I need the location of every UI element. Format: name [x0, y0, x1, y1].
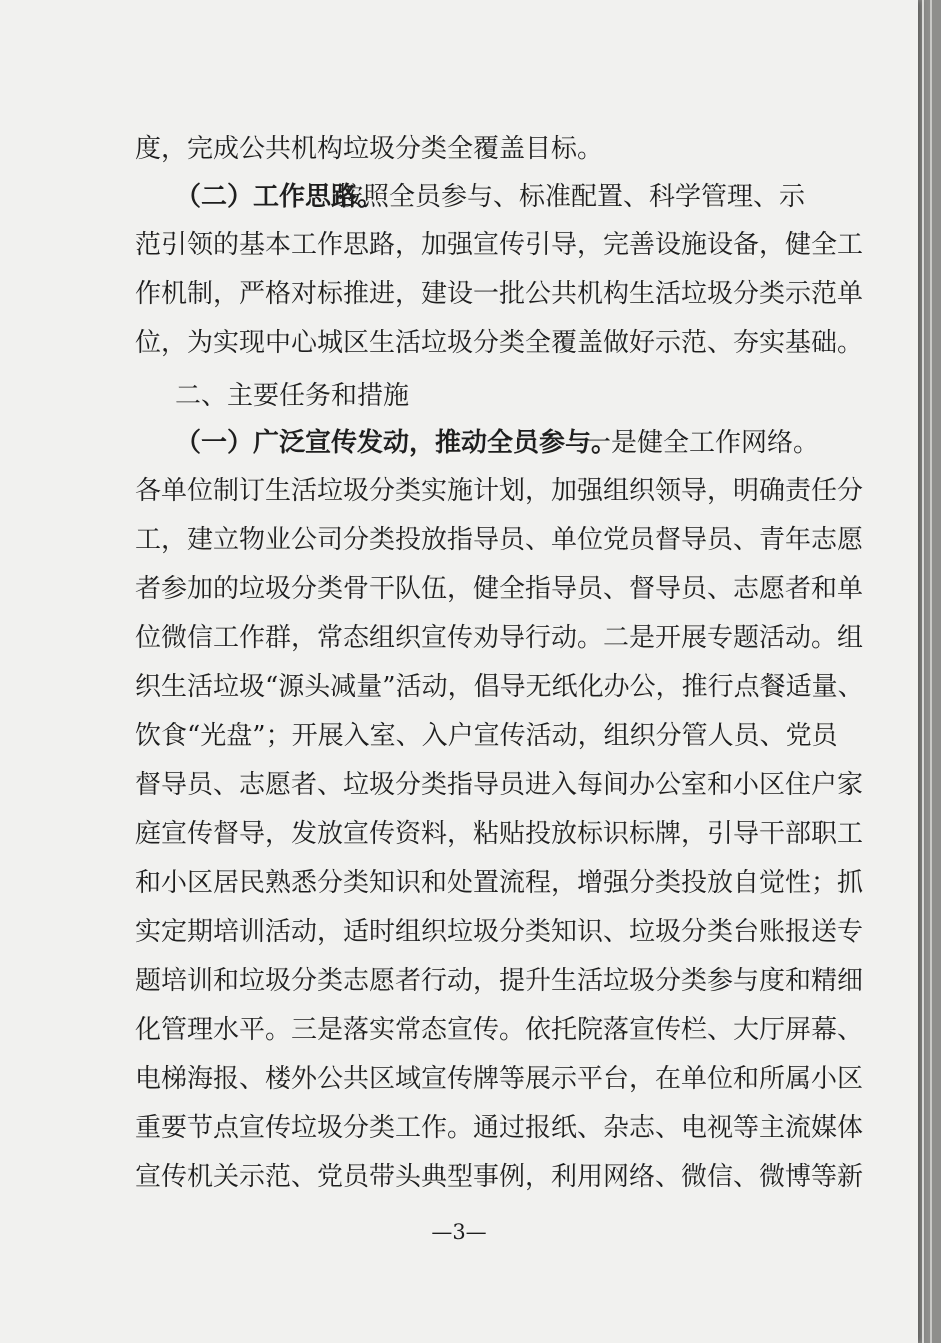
- body-text: 题培训和垃圾分类志愿者行动，提升生活垃圾分类参与度和精细: [135, 966, 864, 996]
- body-text: 一是健全工作网络。: [585, 428, 820, 458]
- subheading-work-approach: （二）工作思路。: [175, 182, 384, 212]
- body-text: 范引领的基本工作思路，加强宣传引导，完善设施设备，健全工: [135, 230, 864, 260]
- body-text: 作机制，严格对标推进，建设一批公共机构生活垃圾分类示范单: [135, 279, 864, 309]
- body-text: 实定期培训活动，适时组织垃圾分类知识、垃圾分类台账报送专: [135, 917, 864, 947]
- body-text: 宣传机关示范、党员带头典型事例，利用网络、微信、微博等新: [135, 1162, 864, 1192]
- body-text: 电梯海报、楼外公共区域宣传牌等展示平台，在单位和所属小区: [135, 1064, 864, 1094]
- section-heading: 二、主要任务和措施: [175, 381, 410, 411]
- body-text: 饮食“光盘”；开展入室、入户宣传活动，组织分管人员、党员: [135, 721, 838, 751]
- body-text: 化管理水平。三是落实常态宣传。依托院落宣传栏、大厅屏幕、: [135, 1015, 864, 1045]
- page-edge: [930, 0, 932, 1343]
- body-text: 者参加的垃圾分类骨干队伍，健全指导员、督导员、志愿者和单: [135, 574, 864, 604]
- page-edge: [922, 0, 924, 1343]
- body-text: 重要节点宣传垃圾分类工作。通过报纸、杂志、电视等主流媒体: [135, 1113, 864, 1143]
- body-text: 督导员、志愿者、垃圾分类指导员进入每间办公室和小区住户家: [135, 770, 864, 800]
- body-text: 各单位制订生活垃圾分类实施计划，加强组织领导，明确责任分: [135, 476, 864, 506]
- subheading-publicity: （一）广泛宣传发动，推动全员参与。: [175, 428, 618, 458]
- body-text: 织生活垃圾“源头减量”活动，倡导无纸化办公，推行点餐适量、: [135, 672, 864, 702]
- body-text: 按照全员参与、标准配置、科学管理、示: [337, 182, 806, 212]
- body-text: 位微信工作群，常态组织宣传劝导行动。二是开展专题活动。组: [135, 623, 864, 653]
- body-text: 和小区居民熟悉分类知识和处置流程，增强分类投放自觉性；抓: [135, 868, 864, 898]
- body-text: 工，建立物业公司分类投放指导员、单位党员督导员、青年志愿: [135, 525, 864, 555]
- body-text: 庭宣传督导，发放宣传资料，粘贴投放标识标牌，引导干部职工: [135, 819, 864, 849]
- body-text: 位，为实现中心城区生活垃圾分类全覆盖做好示范、夯实基础。: [135, 328, 864, 358]
- body-text: 度，完成公共机构垃圾分类全覆盖目标。: [135, 134, 604, 164]
- page-number: —3—: [431, 1220, 487, 1244]
